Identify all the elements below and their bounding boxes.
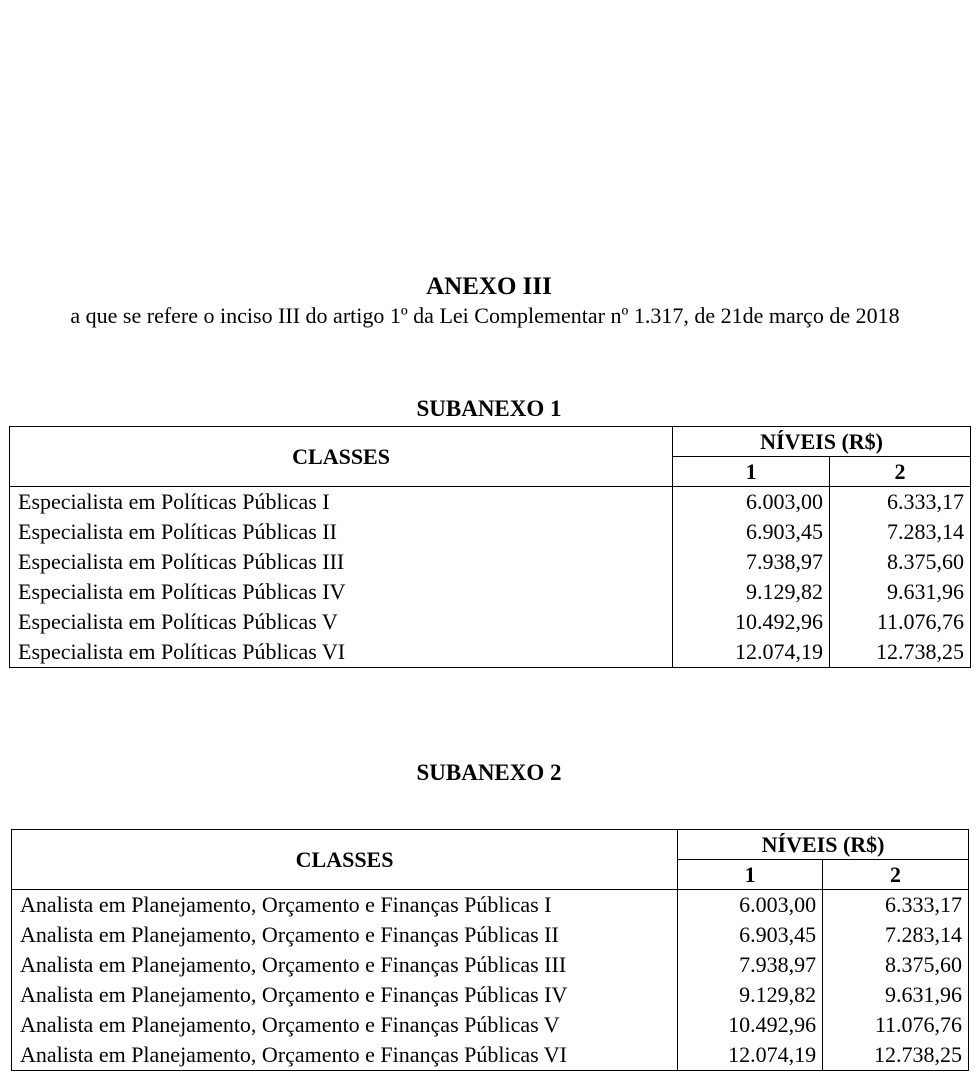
header-classes: CLASSES (10, 427, 673, 487)
table-row (10, 577, 971, 607)
table-row (12, 950, 969, 980)
class-name-cell: Especialista em Políticas Públicas I (10, 487, 673, 518)
class-name-cell: Especialista em Políticas Públicas III (10, 547, 673, 577)
header-level-1: 1 (673, 457, 830, 487)
class-name-cell: Analista em Planejamento, Orçamento e Finanças Públicas I (12, 890, 678, 921)
header-levels: NÍVEIS (R$) (673, 427, 971, 457)
class-name-cell: Especialista em Políticas Públicas V (10, 607, 673, 637)
class-name-cell: Especialista em Políticas Públicas II (10, 517, 673, 547)
annex-subtitle: a que se refere o inciso III do artigo 1º da Lei Complementar nº 1.317, de 21de março de 2018 (70, 303, 900, 328)
table-row (12, 920, 969, 950)
class-name-cell: Analista em Planejamento, Orçamento e Finanças Públicas IV (12, 980, 678, 1010)
class-name-cell: Especialista em Políticas Públicas VI (10, 637, 673, 668)
subannex-2-table (11, 829, 969, 1071)
level-2-value-cell: 8.375,60 (823, 950, 969, 980)
table-row (12, 980, 969, 1010)
table-row (12, 1010, 969, 1040)
level-1-value-cell: 9.129,82 (673, 577, 830, 607)
level-1-value-cell: 6.903,45 (678, 920, 823, 950)
level-2-value-cell: 7.283,14 (823, 920, 969, 950)
table-row (12, 1040, 969, 1071)
table-row (10, 547, 971, 577)
level-2-value-cell: 7.283,14 (830, 517, 971, 547)
level-1-value-cell: 10.492,96 (673, 607, 830, 637)
class-name-cell: Analista em Planejamento, Orçamento e Finanças Públicas V (12, 1010, 678, 1040)
table-row (10, 487, 971, 518)
level-1-value-cell: 12.074,19 (673, 637, 830, 668)
table-row (10, 637, 971, 668)
annex-title: ANEXO III (426, 273, 552, 300)
level-2-value-cell: 8.375,60 (830, 547, 971, 577)
class-name-cell: Analista em Planejamento, Orçamento e Finanças Públicas II (12, 920, 678, 950)
subannex-1-table (9, 426, 971, 668)
level-1-value-cell: 7.938,97 (678, 950, 823, 980)
subannex-2-heading: SUBANEXO 2 (416, 760, 562, 785)
subannex-1-heading: SUBANEXO 1 (416, 396, 562, 421)
class-name-cell: Especialista em Políticas Públicas IV (10, 577, 673, 607)
class-name-cell: Analista em Planejamento, Orçamento e Finanças Públicas III (12, 950, 678, 980)
table-row (10, 517, 971, 547)
level-1-value-cell: 10.492,96 (678, 1010, 823, 1040)
level-2-value-cell: 11.076,76 (830, 607, 971, 637)
header-level-1: 1 (678, 860, 823, 890)
level-1-value-cell: 6.003,00 (673, 487, 830, 518)
table-row (12, 890, 969, 921)
level-1-value-cell: 7.938,97 (673, 547, 830, 577)
class-name-cell: Analista em Planejamento, Orçamento e Finanças Públicas VI (12, 1040, 678, 1071)
header-level-2: 2 (823, 860, 969, 890)
level-2-value-cell: 9.631,96 (830, 577, 971, 607)
level-2-value-cell: 11.076,76 (823, 1010, 969, 1040)
level-1-value-cell: 12.074,19 (678, 1040, 823, 1071)
header-level-2: 2 (830, 457, 971, 487)
header-classes: CLASSES (12, 830, 678, 890)
level-2-value-cell: 12.738,25 (830, 637, 971, 668)
level-2-value-cell: 6.333,17 (830, 487, 971, 518)
level-1-value-cell: 6.003,00 (678, 890, 823, 921)
table-row (10, 607, 971, 637)
level-2-value-cell: 9.631,96 (823, 980, 969, 1010)
level-1-value-cell: 6.903,45 (673, 517, 830, 547)
header-levels: NÍVEIS (R$) (678, 830, 969, 860)
level-2-value-cell: 6.333,17 (823, 890, 969, 921)
level-2-value-cell: 12.738,25 (823, 1040, 969, 1071)
level-1-value-cell: 9.129,82 (678, 980, 823, 1010)
